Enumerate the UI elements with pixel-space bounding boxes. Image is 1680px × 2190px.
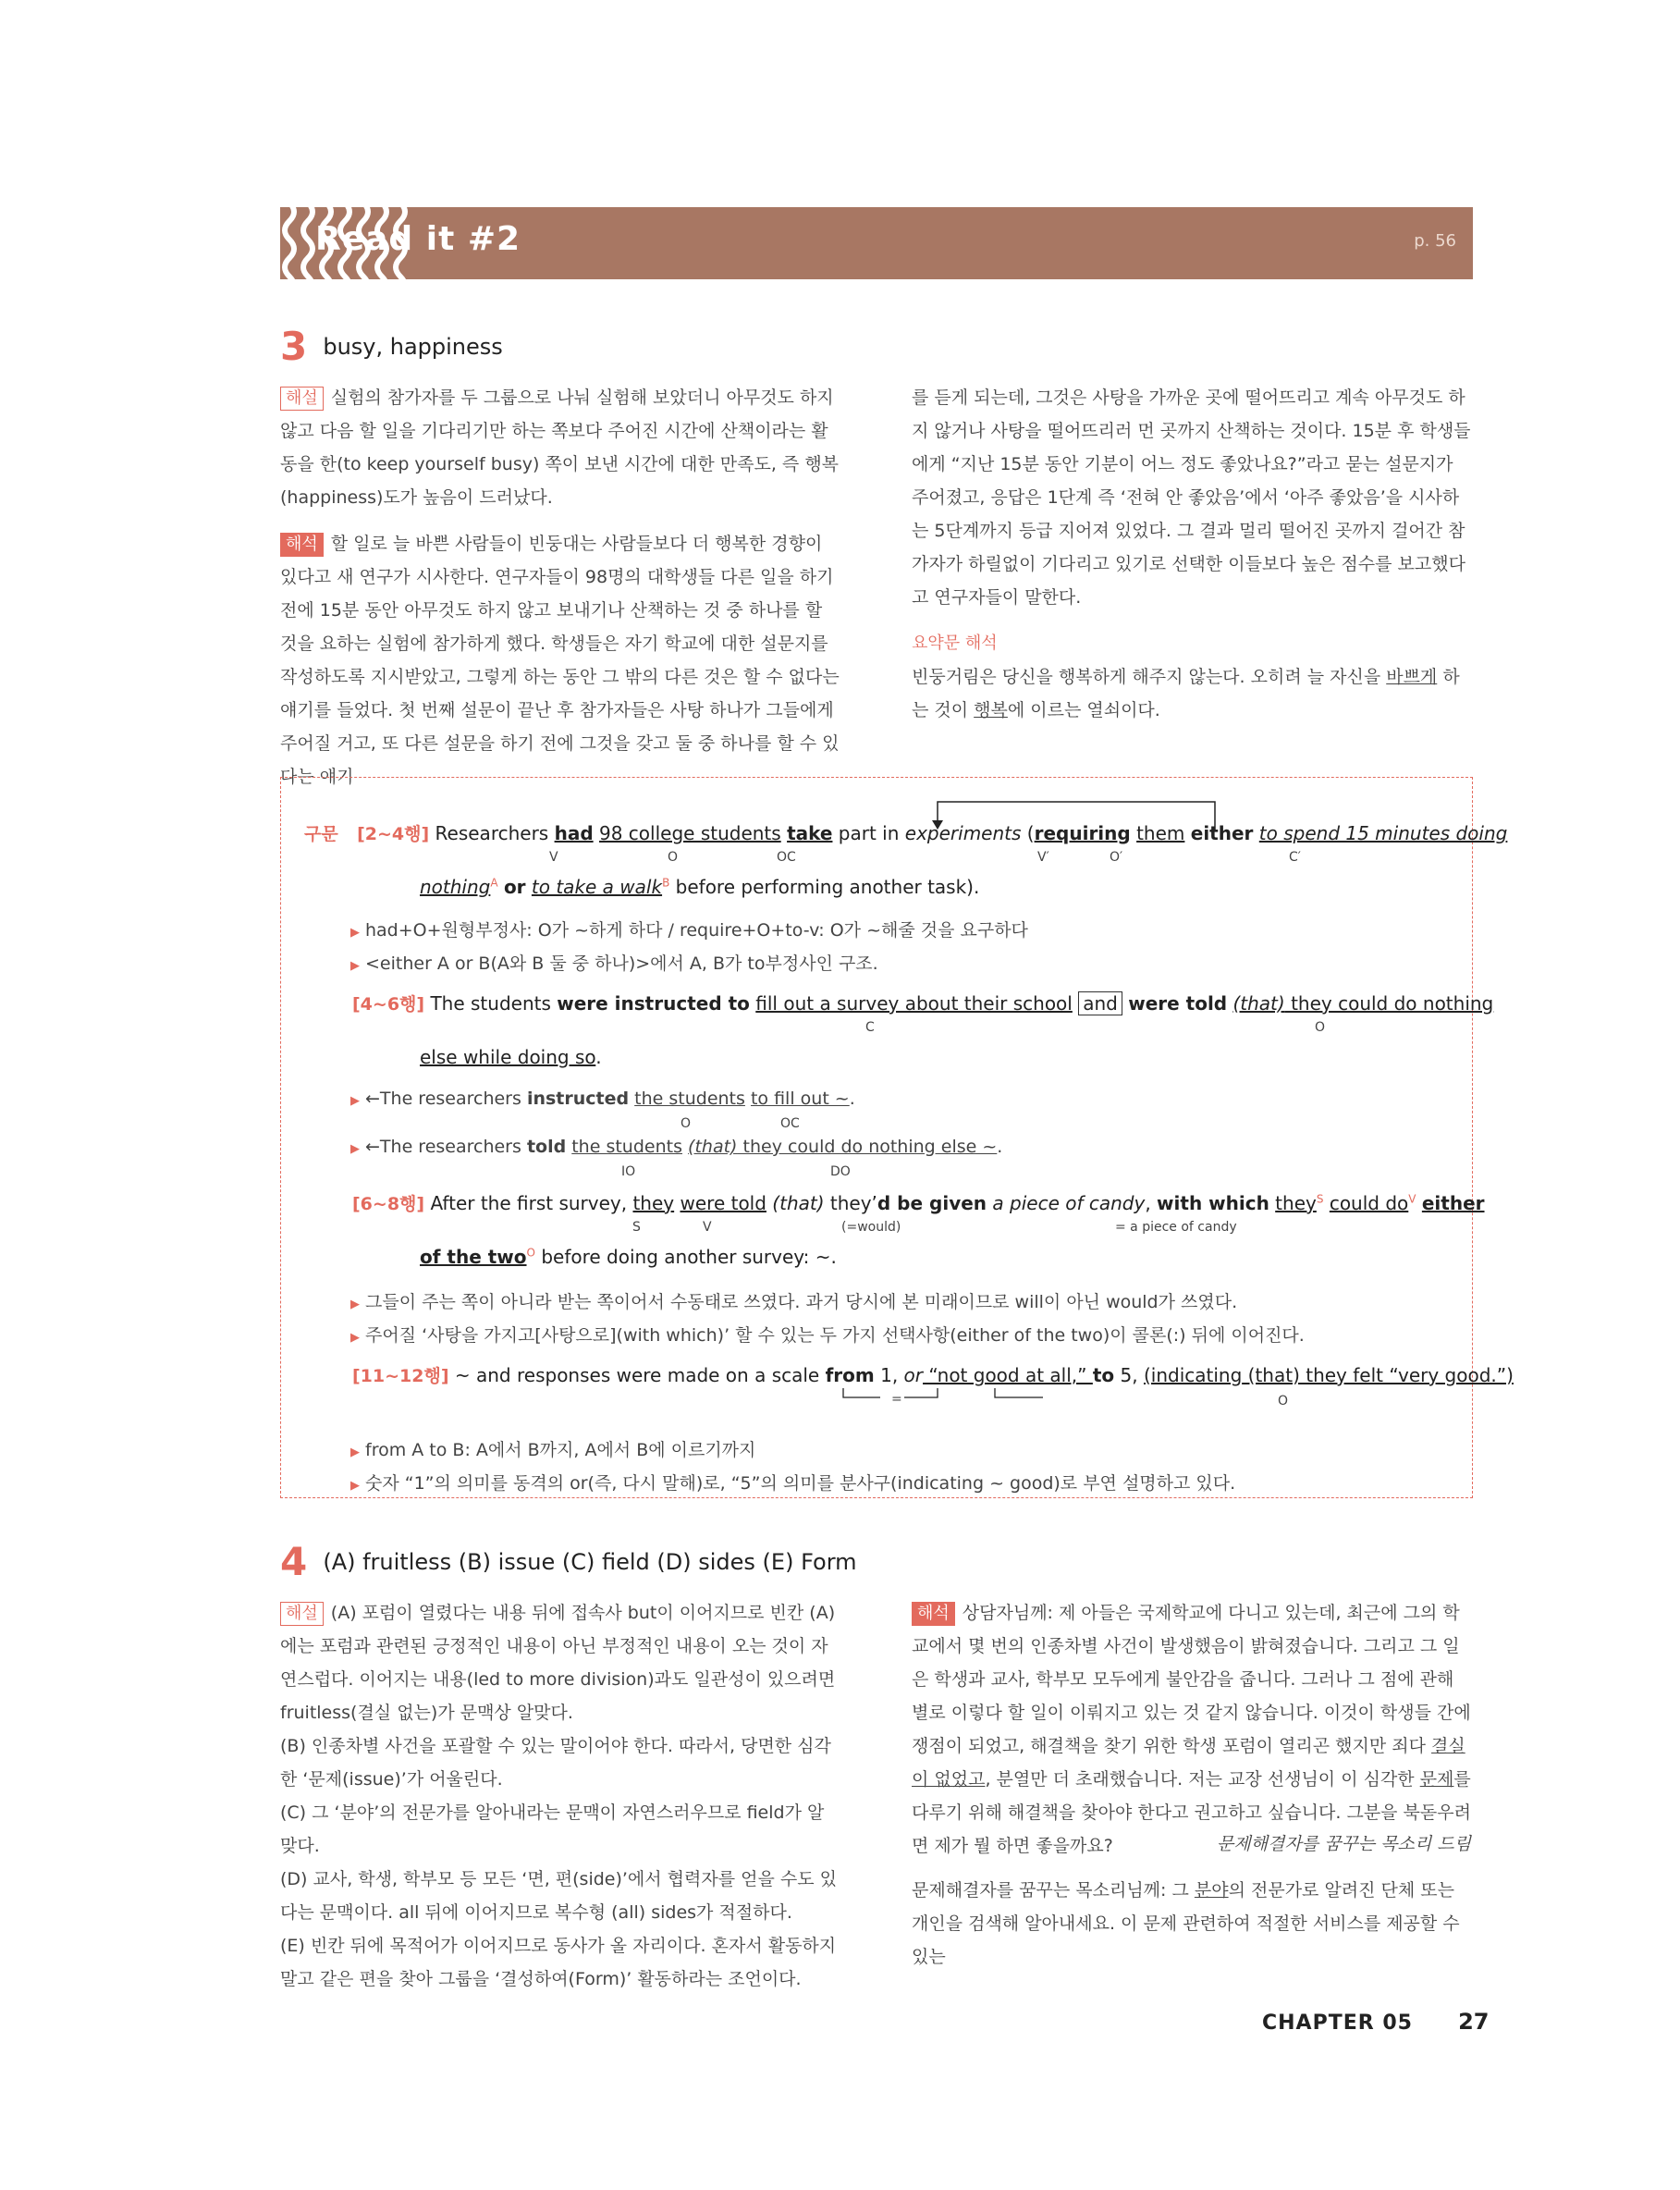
summary-text: 빈둥거림은 당신을 행복하게 해주지 않는다. 오히려 늘 자신을 바쁘게 하는 것이 행복에 이르는 열쇠이다. [912, 667, 1460, 720]
question-number: 4 [280, 1539, 308, 1584]
q4-left-column [280, 1596, 840, 1996]
syntax-note: ▶ ←The researchers told the students (that) they could do nothing else ~. [350, 1137, 1003, 1157]
syntax-note: ▶ from A to B: A에서 B까지, A에서 B에 이르기까지 [350, 1440, 756, 1460]
syntax-label: 구문 [304, 824, 338, 844]
line-reference: [6~8행] [352, 1194, 425, 1214]
explanation-badge: 해설 [280, 387, 324, 411]
translation-paragraph [280, 527, 840, 794]
question-number: 3 [280, 324, 308, 369]
syntax-note: ▶ ←The researchers instructed the students to fill out ~. [350, 1089, 855, 1109]
question-answer: (A) fruitless (B) issue (C) field (D) sides (E) Form [323, 1549, 857, 1575]
question-3-heading [280, 324, 503, 369]
syntax-line-1: 구문 [2~4행] Researchers had 98 college students take part in experiments (requiring them either to spend 15 minutes doing [304, 822, 1508, 844]
translation-text: 할 일로 늘 바쁜 사람들이 빈둥대는 사람들보다 더 행복한 경향이 있다고 새 연구가 시사한다. 연구자들이 98명의 대학생들 다른 일을 하기 전에 15분 동안 아무것도 하지 않고 보내기나 산책하는 것 중 하나를 할 것을 요하는 실험에 참가하게 했다. 학생들은 자기 학교에 대한 설문지를 작성하도록 지시받았고, 그렇게 하는 동안 그 밖의 다른 것은 할 수 없다는 얘기를 들었다. 첫 번째 설문이 끝난 후 참가자들은 사탕 하나가 그들에게 주어질 거고, 또 다른 설문을 하기 전에 그것을 갖고 둘 중 하나를 할 수 있다는 얘기 [280, 534, 840, 787]
syntax-line-2b: else while doing so. [420, 1046, 602, 1068]
q3-left-column [280, 381, 840, 806]
syntax-line-2: [4~6행] The students were instructed to fill out a survey about their school and were told (that) they could do nothing [352, 992, 1494, 1015]
section-title: Read it #2 [315, 220, 521, 258]
syntax-note: ▶ 주어질 ‘사탕을 가지고[사탕으로](with which)’ 할 수 있는 두 가지 선택사항(either of the two)이 콜론(:) 뒤에 이어진다. [350, 1325, 1305, 1346]
page-reference: p. 56 [1414, 231, 1456, 251]
question-4-heading [280, 1539, 857, 1584]
syntax-note: ▶ had+O+원형부정사: O가 ~하게 하다 / require+O+to-v: O가 ~해줄 것을 요구하다 [350, 920, 1028, 941]
line-reference: [11~12행] [352, 1366, 449, 1386]
apposition-brackets [836, 1386, 1428, 1410]
syntax-line-4: [11~12행] ~ and responses were made on a scale from 1, or “not good at all,” to 5, (indicating (that) they felt “very good.”) [352, 1364, 1514, 1386]
translation-badge: 해석 [912, 1602, 955, 1626]
section-header-bar [280, 207, 1473, 279]
reply-paragraph: 문제해결자를 꿈꾸는 목소리님께: 그 분야의 전문가로 알려진 단체 또는 개인을 검색해 알아내세요. 이 문제 관련하여 적절한 서비스를 제공할 수 있는 [912, 1880, 1460, 1967]
syntax-note: ▶ <either A or B(A와 B 둘 중 하나)>에서 A, B가 to부정사인 구조. [350, 954, 878, 974]
line-reference: [2~4행] [357, 824, 430, 844]
explanation-line: (C) 그 ‘분야’의 전문가를 알아내라는 문맥이 자연스러우므로 field가 알맞다. [280, 1802, 825, 1856]
translation-badge: 해석 [280, 533, 324, 557]
line-reference: [4~6행] [352, 994, 425, 1015]
syntax-line-3: [6~8행] After the first survey, they were told (that) they’d be given a piece of candy, with which they$^S$ could $do^V$ either [352, 1192, 1485, 1214]
letter-signature: 문제해결자를 꿈꾸는 목소리 드림 [1216, 1834, 1471, 1854]
summary-blank-1: 바쁘게 [1386, 667, 1438, 687]
syntax-note: ▶ 숫자 “1”의 의미를 동격의 or(즉, 다시 말해)로, “5”의 의미를 분사구(indicating ~ good)로 부연 설명하고 있다. [350, 1473, 1236, 1494]
syntax-line-1b: nothing$^A$ or to take a walk$^B$ before performing another task). [420, 876, 980, 898]
translation-paragraph: 해석 상담자님께: 제 아들은 국제학교에 다니고 있는데, 최근에 그의 학교에서 몇 번의 인종차별 사건이 발생했음이 밝혀졌습니다. 그리고 그 일은 학생과 교사, 학부모 모두에게 불안감을 줍니다. 그러나 그 점에 관해 별로 이렇다 할 일이 이뤄지고 있는 것 같지 않습니다. 이것이 학생들 간에 쟁점이 되었고, 해결책을 찾기 위한 학생 포럼이 열리곤 했지만 죄다 결실이 없었고, 분열만 더 초래했습니다. 저는 교장 선생님이 이 심각한 문제를 다루기 위해 해결책을 찾아야 한다고 권고하고 싶습니다. 그분을 북돋우려면 제가 뭘 하면 좋을까요? [912, 1603, 1471, 1856]
summary-label: 요약문 해석 [912, 634, 998, 653]
syntax-line-3b: of the two$^O$ before doing another survey: ~. [420, 1246, 837, 1268]
explanation-badge: 해설 [280, 1602, 324, 1626]
translation-continued: 를 듣게 되는데, 그것은 사탕을 가까운 곳에 떨어뜨리고 계속 아무것도 하지 않거나 사탕을 떨어뜨리러 먼 곳까지 산책하는 것이다. 15분 후 학생들에게 “지난 15분 동안 기분이 어느 정도 좋았나요?”라고 묻는 설문지가 주어졌고, 응답은 1단계 즉 ‘전혀 안 좋았음’에서 ‘아주 좋았음’을 시사하는 5단계까지 등급 지어져 있었다. 그 결과 멀리 떨어진 곳까지 걸어간 참가자가 하릴없이 기다리고 있기로 선택한 이들보다 높은 점수를 보고했다고 연구자들이 말한다. [912, 388, 1471, 608]
explanation-line: (E) 빈칸 뒤에 목적어가 이어지므로 동사가 올 자리이다. 혼자서 활동하지 말고 같은 편을 찾아 그룹을 ‘결성하여(Form)’ 활동하라는 조언이다. [280, 1936, 837, 1989]
footer [1262, 2009, 1489, 2035]
question-answer: busy, happiness [323, 334, 503, 360]
explanation-paragraph [280, 1596, 840, 1729]
syntax-analysis-box: 구문 [2~4행] Researchers had 98 college students take part in experiments (requiring them either to spend 15 minutes doing V O OC V′ O′ C′ nothing$^A$ or to take a walk$^B$ before performing another task). ▶ had+O+원형부정사: O가 ~하게 하다 / require+O+to-v: O가 ~해줄 것을 요구하다 ▶ <either A or B(A와 B 둘 중 하나)>에서 A, B가 to부정사인 구조. [4~6행] The students were instructed to fill out a survey about their school and were told (that) they could do nothing C O else while doing so. ▶ ←The researchers instructed the students to fill out ~. O OC ▶ ←The researchers told the students (that) they could do nothing else ~. IO DO [6~8행] After the first survey, they were told (that) they’d be given a piece of candy, with which they$^S$ could $do^V$ either S V (=would) = a piece of candy of the two$^O$ before doing another survey: ~. ▶ 그들이 주는 쪽이 아니라 받는 쪽이어서 수동태로 쓰였다. 과거 당시에 본 미래이므로 will이 아닌 would가 쓰였다. ▶ 주어질 ‘사탕을 가지고[사탕으로](with which)’ 할 수 있는 두 가지 선택사항(either of the two)이 콜론(:) 뒤에 이어진다. [11~12행] ~ and responses were made on a scale from 1, or “not good at all,” to 5, (indicating (that) they felt “very good.”) = O ▶ from A to B: A에서 B까지, A에서 B에 이르기까지 ▶ 숫자 “1”의 의미를 동격의 or(즉, 다시 말해)로, “5”의 의미를 분사구(indicating ~ good)로 부연 설명하고 있다. [280, 777, 1473, 1498]
explanation-line: (D) 교사, 학생, 학부모 등 모든 ‘면, 편(side)’에서 협력자를 얻을 수도 있다는 문맥이다. all 뒤에 이어지므로 복수형 (all) sides가 적절하다. [280, 1869, 837, 1923]
page-number: 27 [1458, 2009, 1490, 2035]
chapter-label: CHAPTER 05 [1262, 2012, 1413, 2035]
syntax-note: ▶ 그들이 주는 쪽이 아니라 받는 쪽이어서 수동태로 쓰였다. 과거 당시에 본 미래이므로 will이 아닌 would가 쓰였다. [350, 1292, 1238, 1312]
q3-right-column [912, 381, 1471, 740]
explanation-text: 실험의 참가자를 두 그룹으로 나눠 실험해 보았더니 아무것도 하지 않고 다음 할 일을 기다리기만 하는 쪽보다 주어진 시간에 산책이라는 활동을 한(to keep yourself busy) 쪽이 보낸 시간에 대한 만족도, 즉 행복(happiness)도가 높음이 드러났다. [280, 388, 840, 508]
summary-blank-2: 행복 [974, 700, 1008, 720]
q4-right-column [912, 1596, 1471, 1987]
explanation-paragraph [280, 381, 840, 514]
explanation-line: (A) 포럼이 열렸다는 내용 뒤에 접속사 but이 이어지므로 빈칸 (A)에는 포럼과 관련된 긍정적인 내용이 아닌 부정적인 내용이 오는 것이 자연스럽다. 이어지는 내용(led to more division)과도 일관성이 있으려면 fruitless(결실 없는)가 문맥상 알맞다. [280, 1603, 836, 1723]
explanation-line: (B) 인종차별 사건을 포괄할 수 있는 말이어야 한다. 따라서, 당면한 심각한 ‘문제(issue)’가 어울린다. [280, 1736, 831, 1790]
